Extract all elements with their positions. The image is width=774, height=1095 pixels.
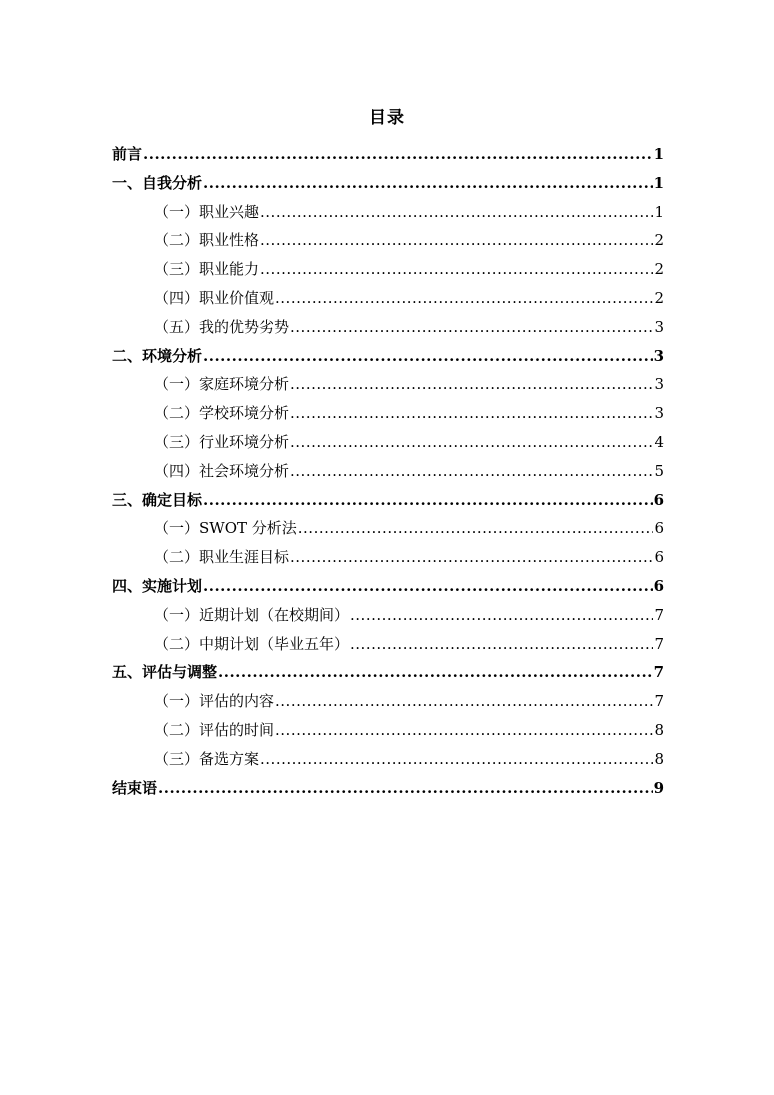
toc-subsection-entry[interactable]	[112, 745, 664, 774]
toc-subsection-entry[interactable]	[112, 198, 664, 227]
toc-entry-label: （二）评估的时间	[154, 720, 275, 739]
toc-page-number: 7	[654, 605, 664, 624]
toc-dot-leader	[298, 514, 654, 543]
toc-subsection-entry[interactable]	[112, 399, 664, 428]
toc-section-entry[interactable]	[112, 658, 664, 687]
toc-dot-leader	[350, 601, 653, 630]
toc-page-number: 2	[654, 231, 664, 250]
toc-subsection-entry[interactable]	[112, 313, 664, 342]
toc-entry-label: （一）SWOT 分析法	[154, 519, 297, 538]
toc-dot-leader	[350, 630, 653, 659]
toc-section-entry[interactable]	[112, 486, 664, 515]
toc-entry-label: 二、环境分析	[112, 346, 203, 365]
toc-entry-label: 五、评估与调整	[112, 663, 218, 682]
toc-dot-leader	[290, 543, 653, 572]
toc-dot-leader	[290, 313, 653, 342]
toc-section-entry[interactable]	[112, 572, 664, 601]
toc-dot-leader	[203, 486, 653, 515]
toc-page-number: 8	[654, 749, 664, 768]
toc-dot-leader	[203, 572, 653, 601]
toc-page-number: 6	[654, 519, 664, 538]
toc-page-number: 1	[653, 173, 664, 192]
toc-dot-leader	[275, 687, 653, 716]
toc-page-number: 1	[654, 202, 664, 221]
toc-section-entry[interactable]	[112, 169, 664, 198]
toc-entry-label: （三）备选方案	[154, 749, 260, 768]
toc-page-number: 3	[654, 317, 664, 336]
page-title: 目录	[369, 108, 405, 128]
toc-subsection-entry[interactable]	[112, 687, 664, 716]
toc-subsection-entry[interactable]	[112, 428, 664, 457]
toc-page-number: 8	[654, 720, 664, 739]
toc-entry-label: 一、自我分析	[112, 173, 203, 192]
toc-page-number: 3	[653, 346, 664, 365]
toc-entry-label: 四、实施计划	[112, 576, 203, 595]
toc-entry-label: （三）职业能力	[154, 260, 260, 279]
toc-page-number: 5	[654, 461, 664, 480]
toc-subsection-entry[interactable]	[112, 601, 664, 630]
toc-entry-label: （一）近期计划（在校期间）	[154, 605, 350, 624]
toc-dot-leader	[260, 198, 653, 227]
toc-page-number: 3	[654, 404, 664, 423]
toc-subsection-entry[interactable]	[112, 716, 664, 745]
toc-page-number: 7	[654, 692, 664, 711]
toc-subsection-entry[interactable]	[112, 226, 664, 255]
toc-page-number: 2	[654, 260, 664, 279]
toc-dot-leader	[290, 399, 653, 428]
toc-subsection-entry[interactable]	[112, 255, 664, 284]
toc-dot-leader	[290, 428, 653, 457]
toc-entry-label: （四）社会环境分析	[154, 461, 290, 480]
toc-entry-label: （一）评估的内容	[154, 692, 275, 711]
toc-page-number: 9	[653, 778, 664, 797]
toc-dot-leader	[203, 342, 653, 371]
toc-entry-label: 结束语	[112, 778, 158, 797]
toc-page-number: 1	[653, 145, 664, 163]
toc-entry-label: （二）职业生涯目标	[154, 548, 290, 567]
toc-dot-leader	[260, 745, 653, 774]
table-of-contents	[112, 140, 664, 802]
toc-page-number: 6	[654, 548, 664, 567]
toc-subsection-entry[interactable]	[112, 514, 664, 543]
toc-section-entry[interactable]	[112, 140, 664, 169]
toc-entry-label: （二）学校环境分析	[154, 404, 290, 423]
toc-subsection-entry[interactable]	[112, 284, 664, 313]
toc-dot-leader	[260, 226, 653, 255]
toc-section-entry[interactable]	[112, 774, 664, 803]
toc-page-number: 7	[654, 634, 664, 653]
toc-dot-leader	[290, 370, 653, 399]
toc-dot-leader	[203, 169, 653, 198]
toc-entry-label: （三）行业环境分析	[154, 432, 290, 451]
toc-entry-label: （四）职业价值观	[154, 288, 275, 307]
toc-dot-leader	[275, 284, 653, 313]
toc-dot-leader	[218, 658, 653, 687]
toc-dot-leader	[275, 716, 653, 745]
toc-entry-label: （一）家庭环境分析	[154, 375, 290, 394]
toc-entry-label: （一）职业兴趣	[154, 202, 260, 221]
toc-dot-leader	[158, 774, 653, 803]
toc-page-number: 4	[654, 432, 664, 451]
toc-page-number: 2	[654, 288, 664, 307]
toc-subsection-entry[interactable]	[112, 543, 664, 572]
toc-entry-label: （二）中期计划（毕业五年）	[154, 634, 350, 653]
toc-page-number: 6	[653, 490, 664, 509]
toc-entry-label: （二）职业性格	[154, 231, 260, 250]
toc-section-entry[interactable]	[112, 342, 664, 371]
toc-subsection-entry[interactable]	[112, 630, 664, 659]
toc-dot-leader	[143, 140, 653, 169]
toc-subsection-entry[interactable]	[112, 457, 664, 486]
toc-page-number: 7	[653, 663, 664, 682]
toc-subsection-entry[interactable]	[112, 370, 664, 399]
toc-entry-label: （五）我的优势劣势	[154, 317, 290, 336]
toc-page-number: 3	[654, 375, 664, 394]
toc-entry-label: 三、确定目标	[112, 490, 203, 509]
toc-dot-leader	[260, 255, 653, 284]
toc-page-number: 6	[653, 576, 664, 595]
toc-entry-label: 前言	[112, 145, 143, 163]
toc-dot-leader	[290, 457, 653, 486]
